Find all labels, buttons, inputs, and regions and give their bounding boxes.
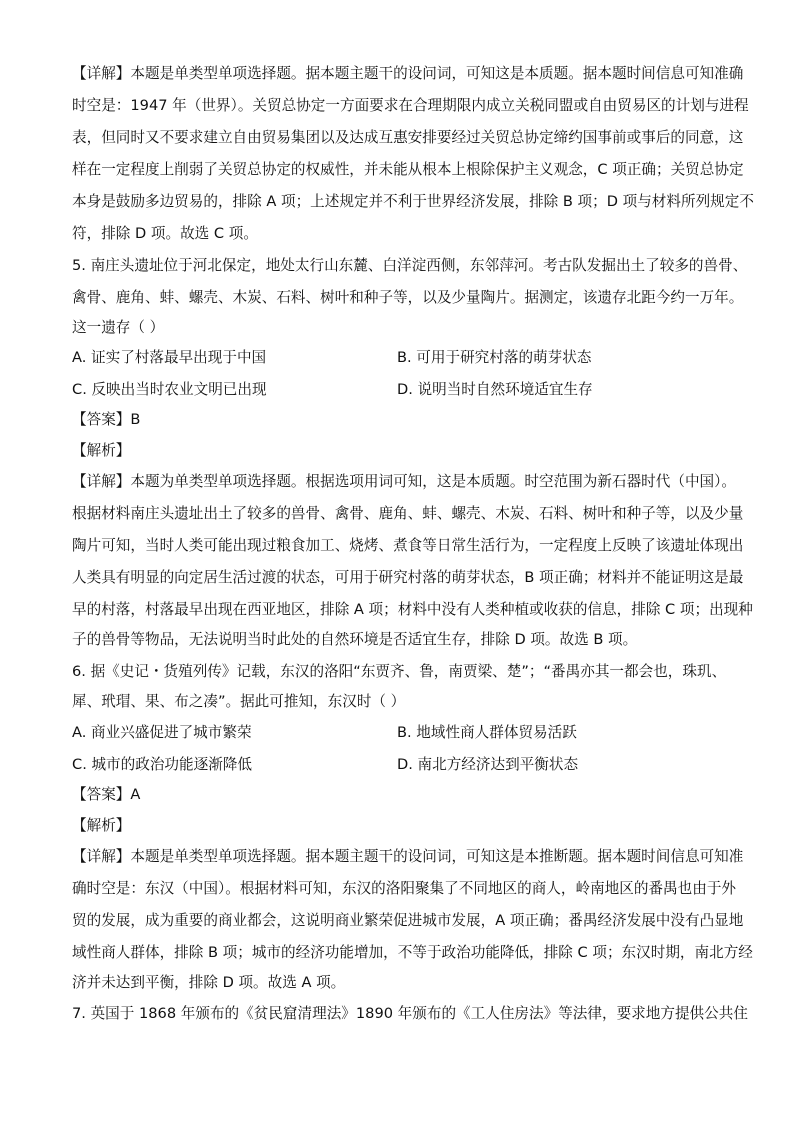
analysis-label: 【解析】 — [72, 442, 131, 459]
detail-line: 时空是：1947 年（世界）。关贸总协定一方面要求在合理期限内成立关税同盟或自由贸易区的计划与进程 — [72, 97, 749, 114]
question-5-stem: 这一遗存（ ） — [72, 319, 165, 336]
answer-label: 【答案】B — [72, 411, 141, 428]
option-a: A. 商业兴盛促进了城市繁荣 — [72, 724, 252, 741]
option-d: D. 说明当时自然环境适宜生存 — [397, 381, 593, 398]
question-7-stem: 7. 英国于 1868 年颁布的《贫民窟清理法》1890 年颁布的《工人住房法》等法律，要求地方提供公共住 — [72, 1005, 748, 1022]
detail-line: 陶片可知，当时人类可能出现过粮食加工、烧烤、煮食等日常生活行为，一定程度上反映了该遗址体现出 — [72, 537, 744, 554]
option-b: B. 地域性商人群体贸易活跃 — [397, 724, 577, 741]
option-b: B. 可用于研究村落的萌芽状态 — [397, 349, 592, 366]
option-c: C. 反映出当时农业文明已出现 — [72, 381, 267, 398]
detail-line: 早的村落，村落最早出现在西亚地区，排除 A 项；材料中没有人类种植或收获的信息，排除 C 项；出现种 — [72, 601, 753, 618]
detail-line: 样在一定程度上削弱了关贸总协定的权威性，并未能从根本上根除保护主义观念，C 项正确；关贸总协定 — [72, 161, 744, 178]
detail-line: 【详解】本题为单类型单项选择题。根据选项用词可知，这是本质题。时空范围为新石器时代（中国）。 — [72, 473, 737, 490]
option-a: A. 证实了村落最早出现于中国 — [72, 349, 267, 366]
detail-line: 人类具有明显的向定居生活过渡的状态，可用于研究村落的萌芽状态，B 项正确；材料并不能证明这是最 — [72, 569, 744, 586]
answer-label: 【答案】A — [72, 786, 141, 803]
detail-line: 济并未达到平衡，排除 D 项。故选 A 项。 — [72, 974, 346, 991]
detail-line: 确时空是：东汉（中国）。根据材料可知，东汉的洛阳聚集了不同地区的商人，岭南地区的番禺也由于外 — [72, 880, 737, 897]
option-d: D. 南北方经济达到平衡状态 — [397, 756, 579, 773]
detail-line: 【详解】本题是单类型单项选择题。据本题主题干的设问词，可知这是本推断题。据本题时间信息可知准 — [72, 848, 744, 865]
question-5-stem: 5. 南庄头遗址位于河北保定，地处太行山东麓、白洋淀西侧，东邻萍河。考古队发掘出土了较多的兽骨、 — [72, 257, 748, 274]
question-6-stem: 犀、玳瑁、果、布之凑”。据此可推知，东汉时（ ） — [72, 693, 406, 710]
detail-line: 表，但同时又不要求建立自由贸易集团以及达成互惠安排要经过关贸总协定缔约国事前或事后的同意，这 — [72, 129, 744, 146]
analysis-label: 【解析】 — [72, 817, 131, 834]
detail-line: 贸的发展，成为重要的商业都会，这说明商业繁荣促进城市发展，A 项正确；番禺经济发展中没有凸显地 — [72, 912, 744, 929]
detail-line: 域性商人群体，排除 B 项；城市的经济功能增加，不等于政治功能降低，排除 C 项；东汉时期，南北方经 — [72, 944, 753, 961]
question-6-stem: 6. 据《史记・货殖列传》记载，东汉的洛阳“东贾齐、鲁，南贾梁、楚”；“番禺亦其一都会也，珠玑、 — [72, 663, 727, 680]
detail-line: 根据材料南庄头遗址出土了较多的兽骨、禽骨、鹿角、蚌、螺壳、木炭、石料、树叶和种子等，以及少量 — [72, 505, 744, 522]
option-c: C. 城市的政治功能逐渐降低 — [72, 756, 253, 773]
question-5-stem: 禽骨、鹿角、蚌、螺壳、木炭、石料、树叶和种子等，以及少量陶片。据测定，该遗存北距今约一万年。 — [72, 289, 744, 306]
detail-line: 子的兽骨等物品，无法说明当时此处的自然环境是否适宜生存，排除 D 项。故选 B 项。 — [72, 631, 638, 648]
detail-line: 【详解】本题是单类型单项选择题。据本题主题干的设问词，可知这是本质题。据本题时间信息可知准确 — [72, 65, 744, 82]
detail-line: 符，排除 D 项。故选 C 项。 — [72, 225, 258, 242]
detail-line: 本身是鼓励多边贸易的，排除 A 项；上述规定并不利于世界经济发展，排除 B 项；D 项与材料所列规定不 — [72, 193, 754, 210]
